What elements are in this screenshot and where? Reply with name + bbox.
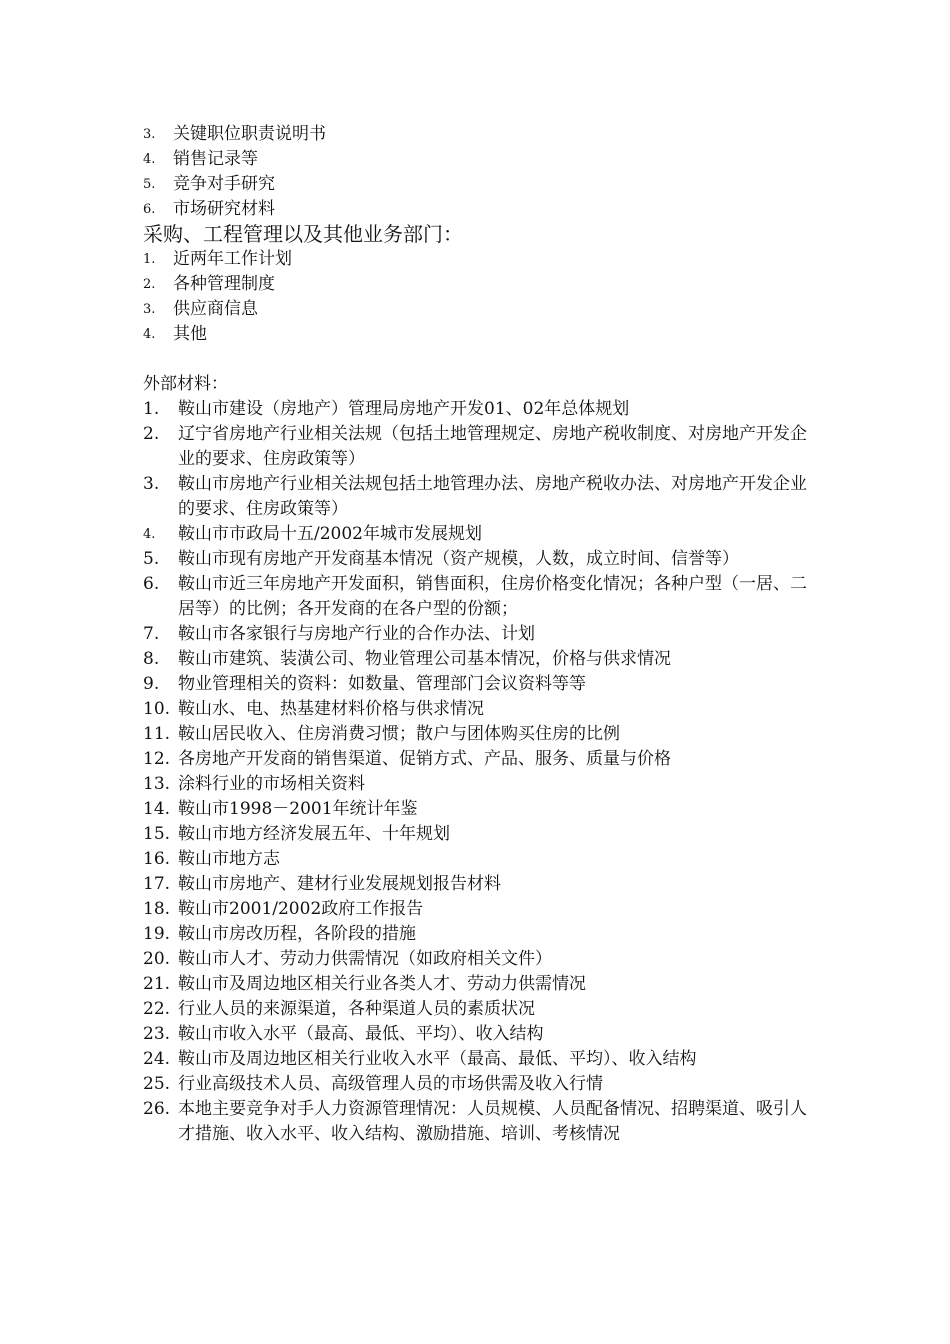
list-item (143, 1022, 823, 1047)
list-text: 鞍山市房地产行业相关法规包括土地管理办法、房地产税收办法、对房地产开发企业的要求、住房政策等） (178, 474, 807, 519)
document-body (143, 122, 823, 1147)
external-materials-label: 外部材料： (143, 374, 228, 394)
list-number: 1. (143, 252, 156, 267)
list-number: 17. (143, 874, 171, 894)
list-item (143, 647, 823, 672)
list-number: 9. (143, 674, 160, 694)
list-number: 2. (143, 277, 156, 292)
list-item (143, 922, 823, 947)
list-text: 其他 (173, 324, 207, 344)
internal-materials-list (143, 122, 823, 222)
list-text: 鞍山市现有房地产开发商基本情况（资产规模，人数，成立时间、信誉等） (178, 549, 739, 569)
list-text: 鞍山居民收入、住房消费习惯；散户与团体购买住房的比例 (178, 724, 620, 744)
list-item (143, 697, 823, 722)
list-item (143, 1047, 823, 1072)
list-number: 14. (143, 799, 171, 819)
list-number: 11. (143, 724, 171, 744)
list-item (143, 247, 823, 272)
list-number: 22. (143, 999, 171, 1019)
list-item (143, 197, 823, 222)
list-item (143, 322, 823, 347)
list-number: 3. (143, 474, 160, 494)
list-number: 1. (143, 399, 160, 419)
list-text: 辽宁省房地产行业相关法规（包括土地管理规定、房地产税收制度、对房地产开发企业的要求、住房政策等） (178, 424, 807, 469)
list-text: 鞍山市房改历程，各阶段的措施 (178, 924, 416, 944)
list-item (143, 272, 823, 297)
section-heading: 采购、工程管理以及其他业务部门： (143, 222, 463, 246)
list-text: 鞍山市市政局十五/2002年城市发展规划 (178, 524, 482, 544)
list-item (143, 872, 823, 897)
department-materials-list (143, 247, 823, 347)
list-text: 竞争对手研究 (173, 174, 275, 194)
list-text: 本地主要竞争对手人力资源管理情况：人员规模、人员配备情况、招聘渠道、吸引人才措施、收入水平、收入结构、激励措施、培训、考核情况 (178, 1099, 807, 1144)
list-number: 21. (143, 974, 171, 994)
list-text: 涂料行业的市场相关资料 (178, 774, 365, 794)
list-text: 行业人员的来源渠道，各种渠道人员的素质状况 (178, 999, 535, 1019)
list-text: 市场研究材料 (173, 199, 275, 219)
list-text: 各种管理制度 (173, 274, 275, 294)
list-item (143, 747, 823, 772)
list-number: 4. (143, 152, 156, 167)
list-item (143, 672, 823, 697)
list-text: 鞍山市各家银行与房地产行业的合作办法、计划 (178, 624, 535, 644)
list-number: 10. (143, 699, 171, 719)
list-text: 行业高级技术人员、高级管理人员的市场供需及收入行情 (178, 1074, 603, 1094)
list-item (143, 972, 823, 997)
list-number: 6. (143, 574, 160, 594)
list-item (143, 547, 823, 572)
list-text: 物业管理相关的资料：如数量、管理部门会议资料等等 (178, 674, 586, 694)
list-text: 供应商信息 (173, 299, 258, 319)
list-number: 26. (143, 1099, 171, 1119)
list-text: 鞍山市及周边地区相关行业各类人才、劳动力供需情况 (178, 974, 586, 994)
list-number: 19. (143, 924, 171, 944)
list-text: 近两年工作计划 (173, 249, 292, 269)
list-number: 5. (143, 177, 156, 192)
list-item (143, 1097, 823, 1147)
list-number: 8. (143, 649, 160, 669)
external-materials-list (143, 397, 823, 1147)
list-number: 5. (143, 549, 160, 569)
list-number: 6. (143, 202, 156, 217)
list-number: 4. (143, 527, 156, 542)
list-text: 鞍山市及周边地区相关行业收入水平（最高、最低、平均）、收入结构 (178, 1049, 697, 1069)
list-number: 25. (143, 1074, 171, 1094)
list-text: 关键职位职责说明书 (173, 124, 326, 144)
list-text: 鞍山市近三年房地产开发面积，销售面积，住房价格变化情况；各种户型（一居、二居等）的比例；各开发商的在各户型的份额； (178, 574, 807, 619)
list-item (143, 847, 823, 872)
list-item (143, 172, 823, 197)
list-item (143, 472, 823, 522)
list-text: 销售记录等 (173, 149, 258, 169)
list-text: 鞍山市建设（房地产）管理局房地产开发01、02年总体规划 (178, 399, 630, 419)
list-item (143, 1072, 823, 1097)
blank-line (143, 347, 823, 372)
list-number: 15. (143, 824, 171, 844)
list-number: 2. (143, 424, 160, 444)
list-item (143, 797, 823, 822)
list-number: 16. (143, 849, 171, 869)
list-item (143, 422, 823, 472)
list-item (143, 122, 823, 147)
list-number: 12. (143, 749, 171, 769)
list-number: 13. (143, 774, 171, 794)
list-item (143, 947, 823, 972)
list-number: 18. (143, 899, 171, 919)
list-item (143, 997, 823, 1022)
list-item (143, 572, 823, 622)
list-text: 各房地产开发商的销售渠道、促销方式、产品、服务、质量与价格 (178, 749, 671, 769)
list-text: 鞍山市收入水平（最高、最低、平均）、收入结构 (178, 1024, 544, 1044)
list-item (143, 772, 823, 797)
list-text: 鞍山市地方志 (178, 849, 280, 869)
list-number: 3. (143, 127, 156, 142)
list-number: 23. (143, 1024, 171, 1044)
list-number: 3. (143, 302, 156, 317)
list-text: 鞍山市1998－2001年统计年鉴 (178, 799, 418, 819)
list-number: 24. (143, 1049, 171, 1069)
list-text: 鞍山市人才、劳动力供需情况（如政府相关文件） (178, 949, 552, 969)
list-text: 鞍山市2001/2002政府工作报告 (178, 899, 424, 919)
list-item (143, 297, 823, 322)
list-item (143, 897, 823, 922)
list-text: 鞍山水、电、热基建材料价格与供求情况 (178, 699, 484, 719)
list-item (143, 622, 823, 647)
list-item (143, 397, 823, 422)
list-item (143, 822, 823, 847)
list-number: 7. (143, 624, 160, 644)
list-item (143, 522, 823, 547)
list-number: 20. (143, 949, 171, 969)
list-item (143, 147, 823, 172)
list-text: 鞍山市建筑、装潢公司、物业管理公司基本情况，价格与供求情况 (178, 649, 671, 669)
list-text: 鞍山市地方经济发展五年、十年规划 (178, 824, 450, 844)
list-text: 鞍山市房地产、建材行业发展规划报告材料 (178, 874, 501, 894)
list-item (143, 722, 823, 747)
list-number: 4. (143, 327, 156, 342)
